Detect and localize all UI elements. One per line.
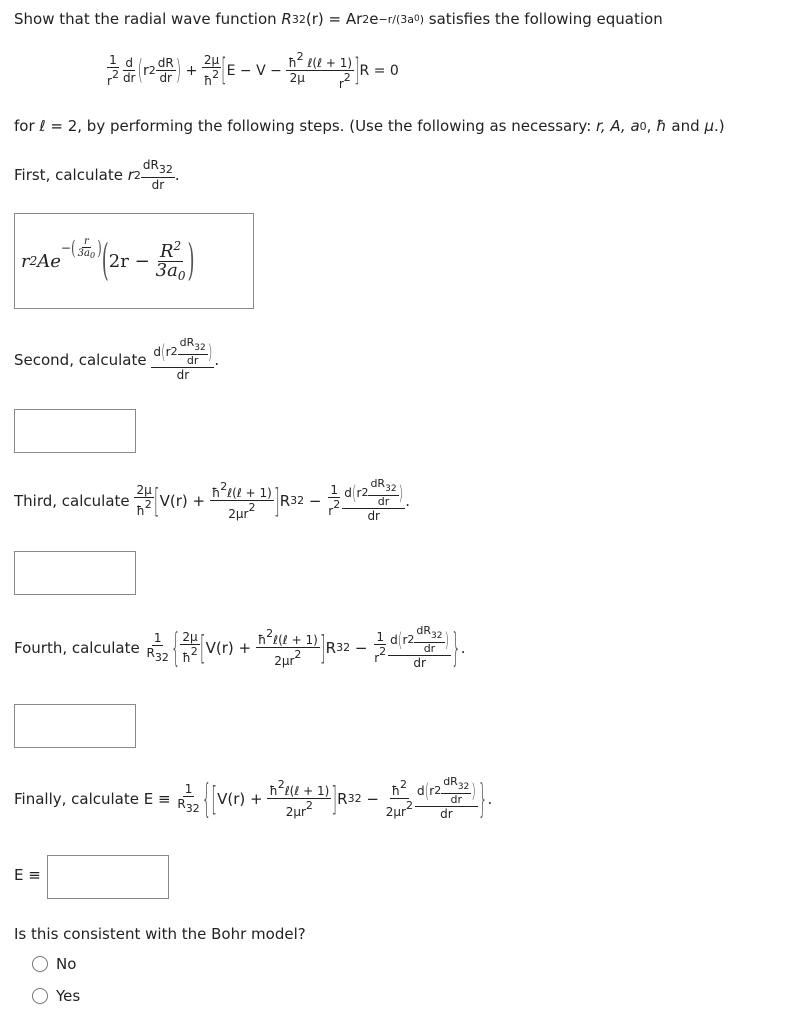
eq-2mu-hbar2 xyxy=(202,53,221,88)
ans1-exp-r: r xyxy=(83,235,89,247)
intro-sentence xyxy=(14,10,663,28)
for-comma: , xyxy=(646,117,652,135)
step2-period: . xyxy=(214,350,220,369)
step3-one: 1 xyxy=(330,483,339,497)
step5-Vr: V(r) + xyxy=(217,789,263,808)
step4-R2: R xyxy=(325,638,337,657)
step2-label: Second, calculate xyxy=(14,350,147,369)
intro-sup: 2 xyxy=(362,12,370,26)
step4-hbar-l: ħ xyxy=(257,633,267,647)
step4-r2: r xyxy=(402,633,408,647)
eq-hbar-l: ħ xyxy=(288,56,297,70)
step4-hbar-l-sq: 2 xyxy=(266,627,274,640)
step4-R: R xyxy=(146,645,155,660)
step4-dR-sub: 32 xyxy=(431,631,443,641)
step5-r-sq: 2 xyxy=(434,784,442,797)
step5-R: R xyxy=(177,796,186,811)
eq-r2-inner: r xyxy=(142,62,149,79)
step2-derivative: d ( r 2 $\frac{dR_{32}}{dr}$ ) dr xyxy=(153,336,213,382)
step3-2mu: 2μ xyxy=(136,483,152,497)
eq-E-minus-V: E − V − xyxy=(226,62,282,79)
step5-hbar2-sq: 2 xyxy=(400,778,407,791)
step3-hbar-l: ħ xyxy=(211,486,221,500)
step4-r: r xyxy=(374,651,380,665)
eq-d-dr xyxy=(121,56,138,85)
ans1-2r-minus: 2r − xyxy=(108,250,150,272)
step1-r-sq: 2 xyxy=(133,168,141,182)
step5-inner-dr: dr xyxy=(450,793,462,806)
step4-input[interactable] xyxy=(14,704,136,748)
for-text: for xyxy=(14,117,35,135)
main-equation: $\frac{1}{r2}$ $\frac{d}{dr}$ ( r 2 $\frac{dR}{dr}$ ) + $\frac{2\mu}{ħ2}$ [ E − V − ħ2 ℓ(ℓ + 1) 2μ r2 ] R = 0 xyxy=(107,50,399,91)
e-input[interactable] xyxy=(47,855,169,899)
ans1-R: R xyxy=(159,241,174,262)
step3-l-num: ℓ(ℓ + 1) xyxy=(227,486,272,500)
intro-exp-close: ) xyxy=(419,12,425,26)
step5-den: 2μr xyxy=(285,805,306,819)
instructions-line xyxy=(14,117,725,135)
for-ell: ℓ xyxy=(39,117,46,135)
step2-inner-dr: dr xyxy=(186,354,199,367)
step5-den2-sq: 2 xyxy=(405,799,413,812)
step1-dr: dr xyxy=(151,178,165,192)
step4-one2: 1 xyxy=(376,630,384,644)
for-mu: μ xyxy=(704,117,714,135)
option-no-label: No xyxy=(56,955,77,973)
eq-hbar-sq: 2 xyxy=(212,68,220,81)
eq-one-over-r2 xyxy=(105,53,121,88)
intro-text-after: satisfies the following equation xyxy=(428,10,663,28)
ans1-exp-sub: 0 xyxy=(89,250,96,260)
step5-r: r xyxy=(429,784,435,798)
eq-l-expr: ℓ(ℓ + 1) xyxy=(303,56,353,70)
eq-2mu: 2μ xyxy=(203,53,220,67)
step5-prompt: Finally, calculate E ≡ $\frac{1}{R32}$ { [ V(r) + $\frac{\text{ħ2ℓ(ℓ + 1)}}{2\mu r2}$ ] R 32 − $\frac{ħ2}{2\mu r2}$ d ( r 2 $\frac{dR_{32}}{dr}$ ) dr } . xyxy=(14,775,493,822)
option-yes-label: Yes xyxy=(56,987,81,1005)
step5-d: d xyxy=(416,784,425,798)
step3-hbar: ħ xyxy=(136,504,145,518)
step3-dR: dR xyxy=(370,477,386,490)
step2-prompt xyxy=(14,337,219,382)
step3-R-sub: 32 xyxy=(290,494,305,507)
step5-dr: dr xyxy=(440,807,453,821)
step4-one: 1 xyxy=(153,630,162,645)
step4-2mu: 2μ xyxy=(182,630,198,644)
step4-inner-dr: dr xyxy=(423,642,436,655)
eq-denom-r: r xyxy=(338,77,344,91)
intro-e: e xyxy=(369,10,379,28)
step3-R: R xyxy=(279,491,291,510)
step4-R-sub: 32 xyxy=(154,650,169,664)
step1-answer-box[interactable] xyxy=(14,213,254,309)
step3-minus: − xyxy=(308,491,322,510)
step5-minus: − xyxy=(366,789,379,808)
step4-den: 2μr xyxy=(274,654,295,668)
step1-label: First, calculate xyxy=(14,166,123,184)
intro-function-sub: 32 xyxy=(291,12,306,26)
step4-label: Fourth, calculate xyxy=(14,638,140,657)
step3-period: . xyxy=(405,491,411,510)
ans1-Ae: Ae xyxy=(37,250,61,272)
step4-Vr: V(r) + xyxy=(205,638,252,657)
step3-hbar-sq: 2 xyxy=(144,498,152,511)
step3-label: Third, calculate xyxy=(14,491,130,510)
step2-dr: dr xyxy=(176,368,190,382)
step1-r: r xyxy=(127,166,134,184)
step4-dR: dR xyxy=(416,624,432,637)
step4-dr: dr xyxy=(413,656,426,670)
intro-function-arg: (r) = Ar xyxy=(305,10,363,28)
step3-d: d xyxy=(344,486,352,500)
step4-hbar: ħ xyxy=(182,651,191,665)
step4-minus: − xyxy=(354,638,368,657)
for-eq: = 2, by performing the following steps. (Use the following as necessary: xyxy=(50,117,592,135)
step3-den-sq: 2 xyxy=(248,501,256,514)
step5-den2: 2μr xyxy=(385,805,406,819)
step3-r2: r xyxy=(356,486,362,500)
step3-hbar-l-sq: 2 xyxy=(220,480,228,493)
step5-l-num: ℓ(ℓ + 1) xyxy=(284,784,330,798)
step1-R-sub: 32 xyxy=(158,163,173,176)
step3-r-sq: 2 xyxy=(333,498,341,511)
eq-denom-r-sq: 2 xyxy=(343,71,351,84)
ans1-den-3a: 3a xyxy=(155,260,178,281)
step5-label: Finally, calculate E ≡ xyxy=(14,789,171,808)
step4-l-num: ℓ(ℓ + 1) xyxy=(273,633,318,647)
step4-r-sq: 2 xyxy=(379,645,387,658)
step3-input[interactable] xyxy=(14,551,136,595)
step1-period: . xyxy=(174,166,180,184)
ans1-exponent: − ( $\frac{r}{3a_0}$ ) xyxy=(60,235,102,260)
for-and: and xyxy=(671,117,700,135)
radio-no-circle[interactable] xyxy=(32,956,48,972)
ans1-exp-3a: 3a xyxy=(77,247,90,259)
step4-prompt: Fourth, calculate $\frac{1}{R32}$ { $\frac{2\mu}{ħ2}$ [ V(r) + $\frac{\text{ħ2ℓ(ℓ + 1)}}{2\mu r2}$ ] R 32 − $\frac{1}{r2}$ d ( r 2 $\frac{dR_{32}}{dr}$ ) dr } . xyxy=(14,624,466,671)
eq-dr: dr xyxy=(122,71,136,85)
option-yes[interactable] xyxy=(32,987,80,1005)
for-hbar: ħ xyxy=(656,117,667,135)
step5-one: 1 xyxy=(184,781,193,796)
step4-hbar-sq: 2 xyxy=(190,645,198,658)
step3-inner-dr: dr xyxy=(377,495,390,508)
step2-input[interactable] xyxy=(14,409,136,453)
eq-one: 1 xyxy=(109,53,117,67)
step2-dR: dR xyxy=(179,336,195,349)
intro-text-before: Show that the radial wave function xyxy=(14,10,277,28)
step1-derivative xyxy=(141,158,175,192)
step5-dR: dR xyxy=(443,775,458,788)
eq-hbar-l-sq: 2 xyxy=(296,50,304,63)
intro-exp: −r/(3a xyxy=(378,12,414,26)
step1-prompt xyxy=(14,158,180,192)
step4-period: . xyxy=(460,638,466,657)
eq-l-term xyxy=(286,50,354,91)
ans1-R-sup: 2 xyxy=(173,239,182,253)
step5-den-sq: 2 xyxy=(305,799,313,812)
option-no[interactable] xyxy=(32,955,76,973)
ans1-den-sub: 0 xyxy=(177,269,186,283)
radio-yes-circle[interactable] xyxy=(32,988,48,1004)
eq-R-equals-zero: R = 0 xyxy=(359,62,399,79)
intro-exp-sub: 0 xyxy=(413,14,420,24)
step5-dR-sub: 32 xyxy=(457,782,470,792)
e-label: E ≡ xyxy=(14,866,41,884)
eq-hbar: ħ xyxy=(203,74,213,88)
step2-R-sub: 32 xyxy=(194,343,206,353)
for-vars-sub: 0 xyxy=(639,119,647,133)
step5-hbar-sq: 2 xyxy=(277,778,285,791)
eq-d: d xyxy=(125,56,134,70)
eq-r-sq: 2 xyxy=(111,68,119,81)
step3-r: r xyxy=(328,504,334,518)
step3-Vr: V(r) + xyxy=(159,491,206,510)
eq-dr2: dr xyxy=(159,71,172,85)
for-vars: r, A, a xyxy=(596,117,640,135)
eq-dR: dR xyxy=(157,56,174,70)
step3-dR-sub: 32 xyxy=(385,484,397,494)
step2-r-sq: 2 xyxy=(170,345,178,358)
step5-R2-sub: 32 xyxy=(347,792,362,805)
for-close: .) xyxy=(713,117,725,135)
step4-r2-sq: 2 xyxy=(407,633,415,646)
eq-plus: + xyxy=(185,62,198,79)
bohr-question: Is this consistent with the Bohr model? xyxy=(14,925,306,943)
step3-den: 2μr xyxy=(228,507,249,521)
eq-r2-inner-sq: 2 xyxy=(148,64,156,77)
eq-denom-2mu: 2μ xyxy=(289,71,305,85)
step4-den-sq: 2 xyxy=(294,648,302,661)
step3-prompt: Third, calculate $\frac{2\mu}{ħ2}$ [ V(r) + $\frac{\text{ħ2ℓ(ℓ + 1)}}{2\mu r2}$ ] R 32 − $\frac{1}{r2}$ d ( r 2 $\frac{dR_{32}}{dr}$ ) dr . xyxy=(14,477,411,523)
ans1-r: r xyxy=(21,250,30,272)
eq-r: r xyxy=(107,74,112,88)
step4-R2-sub: 32 xyxy=(336,641,351,654)
step5-R-sub: 32 xyxy=(185,801,200,815)
step3-dr: dr xyxy=(367,509,380,523)
step2-r: r xyxy=(165,345,171,359)
eq-dR-dr xyxy=(156,56,176,85)
step3-r2-sq: 2 xyxy=(361,486,369,499)
step5-period: . xyxy=(487,789,493,808)
intro-function: R xyxy=(281,10,292,28)
step4-d: d xyxy=(390,633,398,647)
ans1-r-sq: 2 xyxy=(29,254,38,268)
step5-hbar: ħ xyxy=(269,784,278,798)
step2-d: d xyxy=(153,345,161,359)
step1-dR: dR xyxy=(142,158,159,172)
step5-R2: R xyxy=(337,789,348,808)
step5-hbar2: ħ xyxy=(391,784,400,798)
step1-answer-expression: r 2 Ae − ( $\frac{r}{3a_0}$ ) ( 2r − $\frac{R^2}{3a_0}$ ) xyxy=(21,235,195,287)
